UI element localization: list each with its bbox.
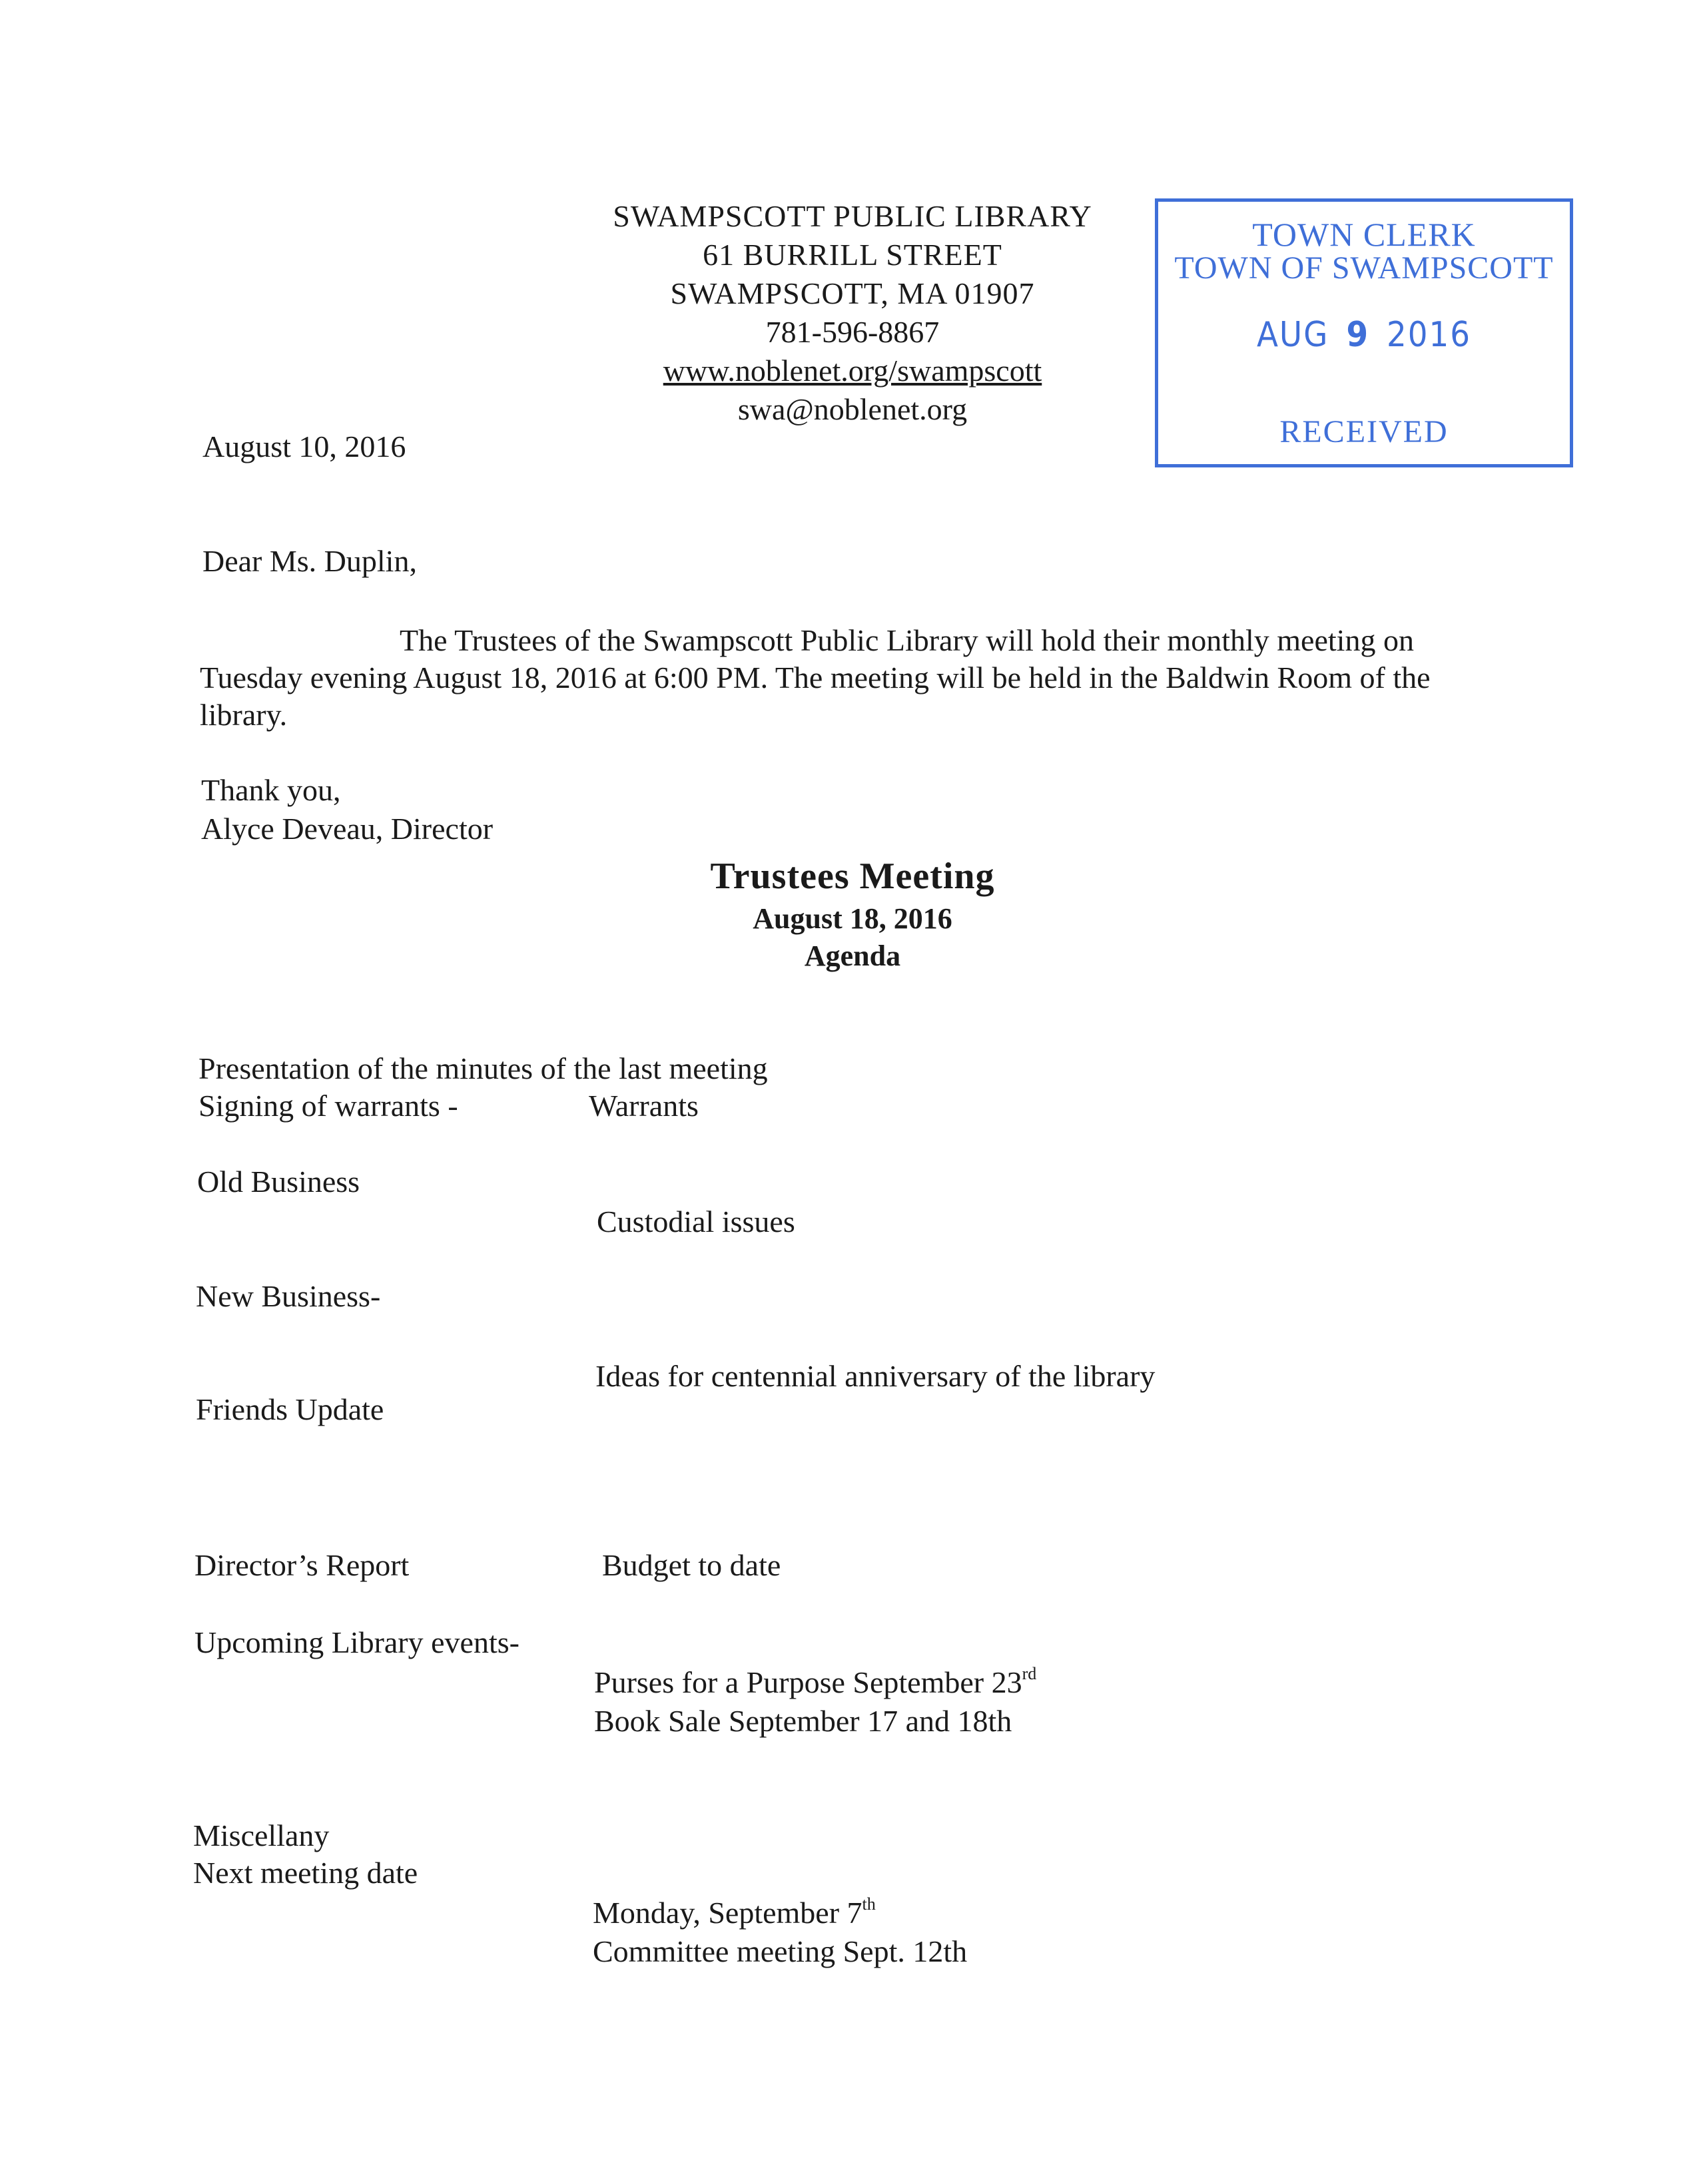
monday-text: Monday, September 7 [593,1896,862,1930]
agenda-item-miscellany: Miscellany [193,1818,330,1852]
agenda-item-warrants: Signing of warrants - [198,1089,458,1123]
agenda-detail-purses [594,1664,1037,1699]
letterhead-street: 61 BURRILL STREET [703,238,1002,272]
agenda-item-next-meeting: Next meeting date [193,1856,418,1890]
letterhead-website-link[interactable]: www.noblenet.org/swampscott [663,354,1042,388]
letterhead-name: SWAMPSCOTT PUBLIC LIBRARY [613,199,1092,233]
agenda-detail-custodial: Custodial issues [597,1205,795,1238]
agenda-detail-warrants: Warrants [589,1089,699,1123]
stamp-day: 9 [1346,315,1370,355]
letterhead [586,197,1119,429]
closing: Thank you, [201,773,341,807]
stamp-month: AUG [1256,315,1329,355]
agenda-detail-committee: Committee meeting Sept. 12th [593,1934,968,1968]
signature: Alyce Deveau, Director [201,812,494,846]
letterhead-phone: 781-596-8867 [765,315,940,349]
agenda-detail-monday [593,1894,876,1930]
agenda-item-minutes: Presentation of the minutes of the last meeting [198,1051,768,1085]
agenda-detail-book-sale: Book Sale September 17 and 18th [594,1704,1012,1738]
letterhead-city: SWAMPSCOTT, MA 01907 [670,276,1035,310]
agenda-item-new-business: New Business- [196,1279,381,1313]
agenda-detail-centennial: Ideas for centennial anniversary of the library [595,1359,1156,1393]
agenda-item-directors-report: Director’s Report [194,1548,410,1582]
stamp-date [1158,315,1570,355]
purses-text: Purses for a Purpose September 23 [594,1665,1022,1699]
agenda-item-friends: Friends Update [196,1392,384,1426]
letter-body [200,622,1519,734]
agenda-detail-budget: Budget to date [602,1548,781,1582]
agenda-date: August 18, 2016 [753,902,952,935]
agenda-subtitle: Agenda [804,940,901,972]
letter-date: August 10, 2016 [202,429,406,463]
received-stamp [1155,198,1573,467]
letterhead-email: swa@noblenet.org [737,392,968,426]
stamp-year: 2016 [1387,315,1472,355]
agenda-item-old-business: Old Business [197,1165,360,1199]
stamp-town-name: TOWN OF SWAMPSCOTT [1174,250,1554,286]
purses-suffix: rd [1022,1664,1037,1683]
letter-body-text: The Trustees of the Swampscott Public Library will hold their monthly meeting on Tuesday evening August 18, 2016 at 6:00 PM. The meeting will be held in the Baldwin Room of the library. [200,623,1431,732]
stamp-status: RECEIVED [1279,414,1449,449]
stamp-town-clerk: TOWN CLERK [1252,216,1476,253]
agenda-item-upcoming-events: Upcoming Library events- [194,1625,519,1659]
salutation: Dear Ms. Duplin, [202,544,417,578]
agenda-title: Trustees Meeting [710,856,995,897]
monday-suffix: th [862,1894,876,1914]
